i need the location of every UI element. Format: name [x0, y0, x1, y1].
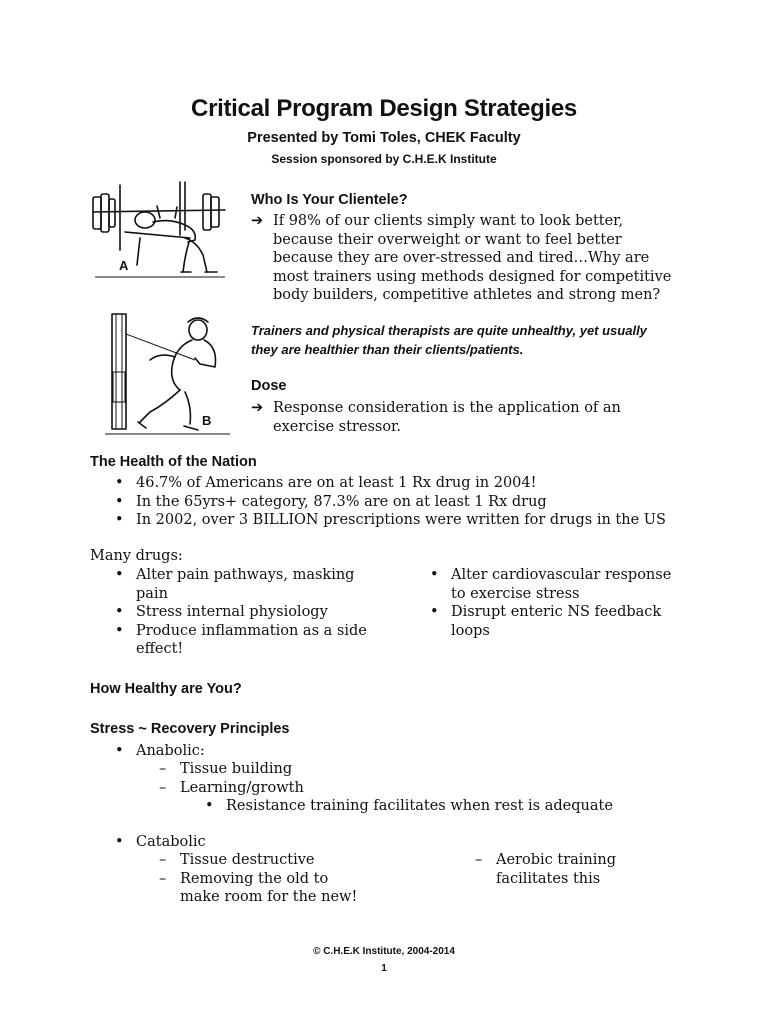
list-item: • Catabolic [113, 833, 313, 852]
list-item: • Alter cardiovascular response to exercise stress [428, 566, 688, 603]
arrow-right-icon: ➔ [251, 400, 264, 416]
catabolic-list [113, 833, 313, 852]
clientele-heading: Who Is Your Clientele? [251, 192, 408, 208]
list-item: • Stress internal physiology [113, 603, 368, 622]
list-item: • Alter pain pathways, masking pain [113, 566, 368, 603]
list-item: – Aerobic training facilitates this [473, 851, 653, 888]
dose-paragraph [251, 399, 651, 436]
list-item: – Removing the old to make room for the new! [157, 870, 367, 907]
anabolic-sublist [157, 760, 457, 797]
presenter-line: Presented by Tomi Toles, CHEK Faculty [247, 130, 521, 146]
catabolic-right [473, 851, 653, 888]
clientele-paragraph [251, 212, 676, 305]
drugs-intro: Many drugs: [90, 548, 183, 564]
list-item: • 46.7% of Americans are on at least 1 Rx drug in 2004! [113, 474, 673, 493]
anabolic-list [113, 742, 313, 761]
healthy-heading: How Healthy are You? [90, 681, 242, 697]
list-item: • Resistance training facilitates when rest is adequate [203, 797, 663, 816]
trainers-note: Trainers and physical therapists are quite unhealthy, yet usually they are healthier than their clients/patients. [251, 323, 647, 357]
figure-label-a: A [119, 258, 129, 273]
clientele-text: If 98% of our clients simply want to look better, because their overweight or want to feel better because they are over-stressed and tired…Why are most trainers using methods designed for competitive body builders, competitive athletes and strong men? [273, 213, 672, 303]
dose-text: Response consideration is the application of an exercise stressor. [273, 400, 621, 435]
drugs-list-right [428, 566, 688, 640]
list-item: • Produce inflammation as a side effect! [113, 622, 368, 659]
list-item: • Disrupt enteric NS feedback loops [428, 603, 688, 640]
list-item: – Learning/growth [157, 779, 457, 798]
sponsor-line: Session sponsored by C.H.E.K Institute [271, 152, 497, 166]
page-number: 1 [381, 963, 387, 974]
nation-heading: The Health of the Nation [90, 454, 257, 470]
drugs-list-left [113, 566, 368, 659]
list-item: • In the 65yrs+ category, 87.3% are on at least 1 Rx drug [113, 493, 673, 512]
document-title: Critical Program Design Strategies [191, 95, 577, 122]
footer-copyright: © C.H.E.K Institute, 2004-2014 [313, 946, 455, 957]
cable-press-illustration [100, 312, 240, 437]
catabolic-sublist [157, 851, 367, 907]
anabolic-subsublist [203, 797, 663, 816]
arrow-right-icon: ➔ [251, 213, 264, 229]
bench-press-illustration [85, 180, 235, 280]
nation-list [113, 474, 673, 530]
figure-label-b: B [202, 413, 212, 428]
list-item: – Tissue building [157, 760, 457, 779]
list-item: • In 2002, over 3 BILLION prescriptions were written for drugs in the US [113, 511, 673, 530]
stress-heading: Stress ~ Recovery Principles [90, 721, 290, 737]
dose-heading: Dose [251, 378, 287, 394]
list-item: • Anabolic: [113, 742, 313, 761]
list-item: – Tissue destructive [157, 851, 367, 870]
